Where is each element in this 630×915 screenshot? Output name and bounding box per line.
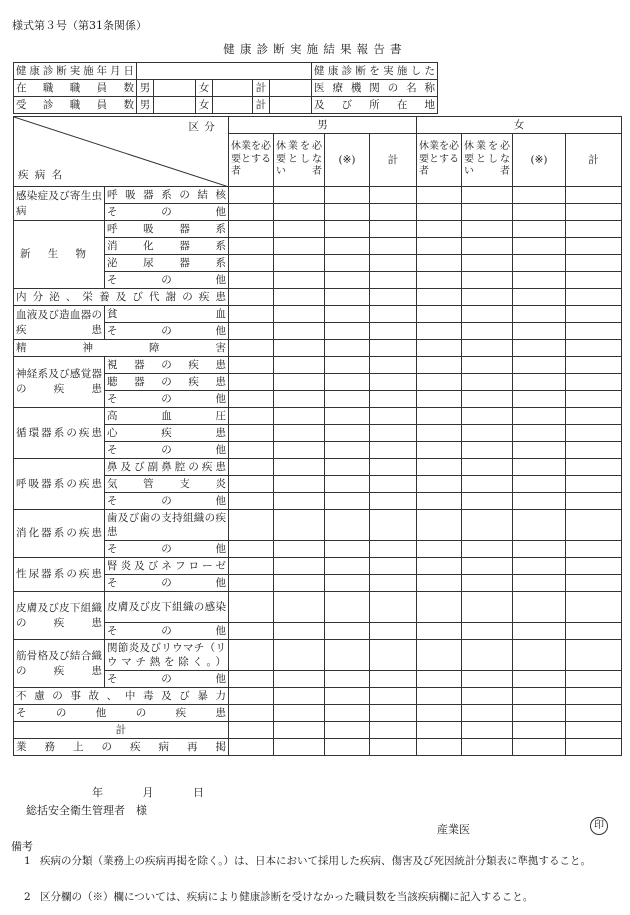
employed-total-field[interactable] xyxy=(270,80,312,97)
female-rest-needed-header: 休業を必要とする者 xyxy=(417,134,462,187)
note-number: 2 xyxy=(24,891,31,903)
row-group-label: 皮膚及び皮下組織の疾患 xyxy=(14,592,105,640)
row-label: その他 xyxy=(105,204,229,221)
employed-female-field[interactable] xyxy=(213,80,253,97)
table-row xyxy=(14,705,622,722)
male-rest-needed-header: 休業を必要とする者 xyxy=(229,134,274,187)
row-label: 心疾患 xyxy=(105,425,229,442)
examined-female-label: 女 xyxy=(196,97,213,114)
row-label: 気管支炎 xyxy=(105,476,229,493)
table-row xyxy=(14,391,622,408)
note-1 xyxy=(24,853,622,869)
row-group-label: 消化器系の疾患 xyxy=(14,510,105,558)
row-label: 精神障害 xyxy=(14,340,229,357)
examined-male-label: 男 xyxy=(137,97,154,114)
male-total-header: 計 xyxy=(370,134,417,187)
row-label: 泌尿器系 xyxy=(105,255,229,272)
row-label: その他の疾患 xyxy=(14,705,229,722)
row-group-label: 呼吸器系の疾患 xyxy=(14,459,105,510)
table-row xyxy=(14,623,622,640)
row-label: 業務上の疾病再掲 xyxy=(14,739,229,756)
day-label: 日 xyxy=(193,786,204,799)
table-row xyxy=(14,187,622,204)
examined-female-field[interactable] xyxy=(213,97,253,114)
row-label: 聴器の疾患 xyxy=(105,374,229,391)
male-group-header: 男 xyxy=(229,117,417,134)
note-text: 疾病の分類（業務上の疾病再掲を除く。）は、日本において採用した疾病、傷害及び死因統計分類表に準拠すること。 xyxy=(40,855,592,867)
year-label: 年 xyxy=(92,786,103,799)
female-total-header: 計 xyxy=(566,134,622,187)
table-row xyxy=(14,272,622,289)
table-row xyxy=(14,204,622,221)
table-row xyxy=(14,425,622,442)
disease-name-label: 疾病名 xyxy=(18,169,69,181)
row-label: 歯及び歯の支持組織の疾患 xyxy=(105,510,229,541)
form-number: 様式第３号（第31条関係） xyxy=(12,19,147,32)
table-row xyxy=(14,722,622,739)
table-row xyxy=(14,688,622,705)
table-row xyxy=(14,510,622,541)
table-row xyxy=(14,408,622,425)
employed-male-field[interactable] xyxy=(154,80,196,97)
examined-male-field[interactable] xyxy=(154,97,196,114)
female-rest-not-needed-header: 休業を必要としない者 xyxy=(462,134,513,187)
notes-title: 備考 xyxy=(11,840,33,853)
table-row xyxy=(14,255,622,272)
table-row xyxy=(14,476,622,493)
employed-count-label: 在職職員数 xyxy=(14,80,137,97)
row-label: その他 xyxy=(105,493,229,510)
table-row xyxy=(14,671,622,688)
header-table xyxy=(13,62,438,114)
examined-total-label: 計 xyxy=(253,97,270,114)
row-label: 皮膚及び皮下組織の感染 xyxy=(105,592,229,623)
table-row xyxy=(14,493,622,510)
row-label: その他 xyxy=(105,541,229,558)
row-group-label: 筋骨格及び結合織の疾患 xyxy=(14,640,105,688)
table-row xyxy=(14,238,622,255)
doctor-label: 産業医 xyxy=(437,823,470,836)
table-row xyxy=(14,374,622,391)
row-group-label: 新生物 xyxy=(14,221,105,289)
row-label: その他 xyxy=(105,442,229,459)
row-label: 呼吸器系 xyxy=(105,221,229,238)
employed-male-label: 男 xyxy=(137,80,154,97)
table-row xyxy=(14,306,622,323)
exam-date-field[interactable] xyxy=(137,63,312,80)
note-2 xyxy=(24,889,622,905)
table-row xyxy=(14,340,622,357)
table-row xyxy=(14,541,622,558)
row-label: その他 xyxy=(105,575,229,592)
row-label: 消化器系 xyxy=(105,238,229,255)
footer-date xyxy=(92,784,226,800)
page-title: 健康診断実施結果報告書 xyxy=(223,42,407,56)
row-label: 腎炎及びネフローゼ xyxy=(105,558,229,575)
institution-label-1: 健康診断を実施した xyxy=(312,63,438,80)
row-label: その他 xyxy=(105,623,229,640)
institution-label-2: 医療機関の名称 xyxy=(312,80,438,97)
row-label: 鼻及び副鼻腔の疾患 xyxy=(105,459,229,476)
row-label: 呼吸器系の結核 xyxy=(105,187,229,204)
row-label: 不慮の事故、中毒及び暴力 xyxy=(14,688,229,705)
row-group-label: 神経系及び感覚器の疾患 xyxy=(14,357,105,408)
table-row xyxy=(14,442,622,459)
row-label: その他 xyxy=(105,391,229,408)
table-row xyxy=(14,739,622,756)
seal-icon: 印 xyxy=(590,817,608,835)
examined-count-label: 受診職員数 xyxy=(14,97,137,114)
male-mark-header: (※) xyxy=(325,134,370,187)
note-number: 1 xyxy=(24,855,31,867)
table-row xyxy=(14,289,622,306)
kubun-header-cell xyxy=(14,117,229,187)
female-mark-header: (※) xyxy=(513,134,566,187)
row-label: その他 xyxy=(105,323,229,340)
row-group-label: 血液及び造血器の疾患 xyxy=(14,306,105,340)
row-label: 計 xyxy=(14,722,229,739)
exam-date-label: 健康診断実施年月日 xyxy=(14,63,137,80)
male-rest-not-needed-header: 休業を必要としない者 xyxy=(274,134,325,187)
month-label: 月 xyxy=(142,786,154,799)
row-label: 内分泌、栄養及び代謝の疾患 xyxy=(14,289,229,306)
table-row xyxy=(14,221,622,238)
table-row xyxy=(14,323,622,340)
row-label: 高血圧 xyxy=(105,408,229,425)
row-group-label: 感染症及び寄生虫病 xyxy=(14,187,105,221)
employed-total-label: 計 xyxy=(253,80,270,97)
table-row xyxy=(14,592,622,623)
table-row xyxy=(14,575,622,592)
row-label: 貧血 xyxy=(105,306,229,323)
row-group-label: 循環器系の疾患 xyxy=(14,408,105,459)
female-group-header: 女 xyxy=(417,117,622,134)
row-label: 関節炎及びリウマチ（リウマチ熱を除く。） xyxy=(105,640,229,671)
table-row xyxy=(14,558,622,575)
table-row xyxy=(14,357,622,374)
row-label: 視器の疾患 xyxy=(105,357,229,374)
table-row xyxy=(14,640,622,671)
row-group-label: 性尿器系の疾患 xyxy=(14,558,105,592)
results-table xyxy=(13,116,622,756)
table-row xyxy=(14,459,622,476)
examined-total-field[interactable] xyxy=(270,97,312,114)
employed-female-label: 女 xyxy=(196,80,213,97)
note-text: 区分欄の（※）欄については、疾病により健康診断を受けなかった職員数を当該疾病欄に記入すること。 xyxy=(40,891,534,903)
kubun-label: 区分 xyxy=(188,121,220,133)
addressee: 総括安全衛生管理者 様 xyxy=(26,804,147,817)
institution-label-3: 及び所在地 xyxy=(312,97,438,114)
row-label: その他 xyxy=(105,671,229,688)
row-label: その他 xyxy=(105,272,229,289)
